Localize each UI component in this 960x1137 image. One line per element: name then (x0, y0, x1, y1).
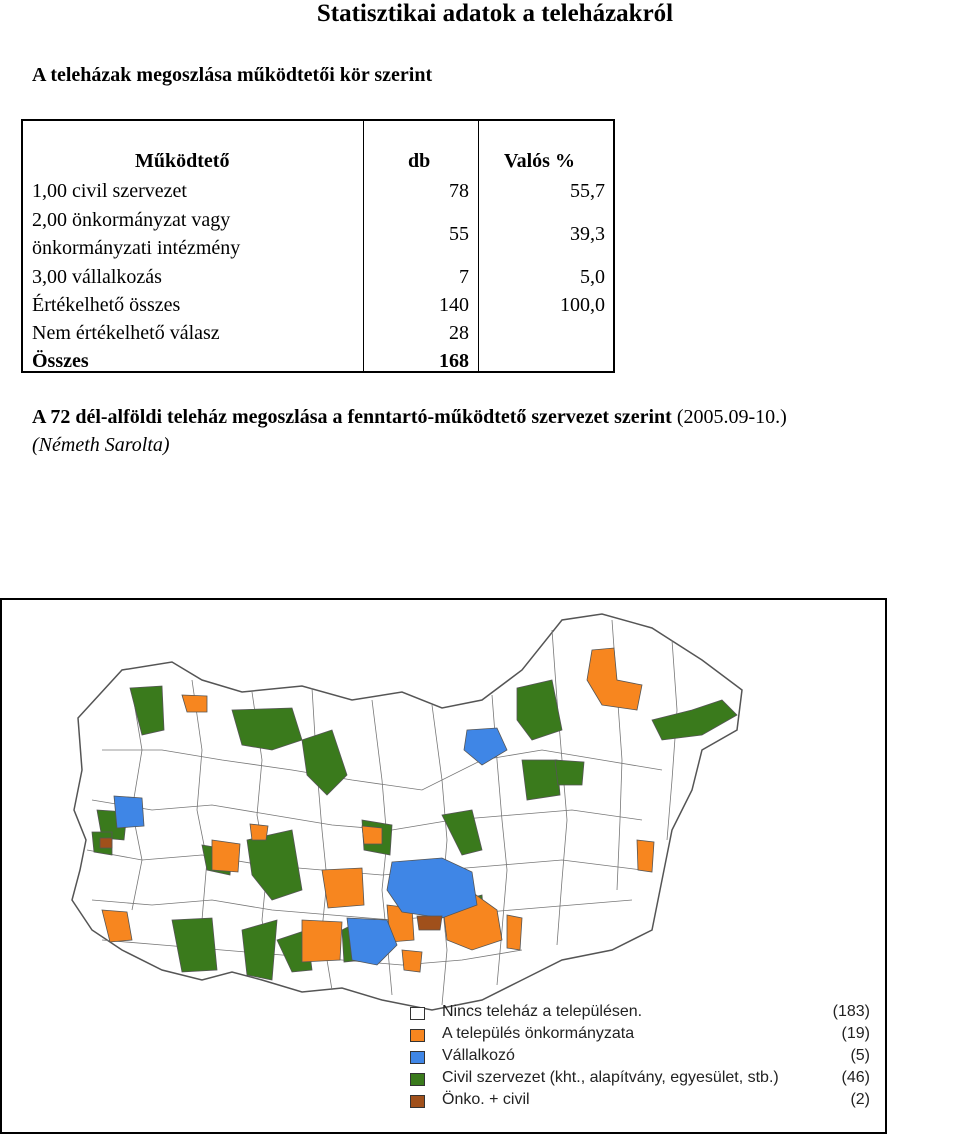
legend-label: Vállalkozó (442, 1047, 515, 1064)
map-caption-title: A 72 dél-alföldi teleház megoszlása a fenntartó-működtető szervezet szerint (32, 406, 672, 428)
legend-count: (2) (850, 1091, 870, 1108)
row-label: Értékelhető összes (32, 294, 181, 316)
legend-item (410, 1003, 870, 1025)
table-divider (363, 121, 364, 371)
row-db: 28 (449, 322, 469, 344)
row-label: 1,00 civil szervezet (32, 180, 187, 202)
row-pct: 39,3 (570, 223, 605, 245)
map-credit: (Németh Sarolta) (32, 434, 170, 456)
row-db: 55 (449, 223, 469, 245)
operators-table (21, 119, 615, 373)
row-db: 7 (459, 266, 469, 288)
legend-label: Civil szervezet (kht., alapítvány, egyesület, stb.) (442, 1069, 779, 1086)
row-db: 140 (439, 294, 469, 316)
legend-label: Nincs teleház a településen. (442, 1003, 643, 1020)
legend-item (410, 1025, 870, 1047)
region-map (0, 598, 887, 1134)
header-operator: Működtető (135, 150, 230, 172)
row-label: Nem értékelhető válasz (32, 322, 220, 344)
row-label: 3,00 vállalkozás (32, 266, 162, 288)
header-db: db (408, 150, 431, 172)
map-legend (410, 1003, 870, 1113)
row-pct: 5,0 (580, 266, 605, 288)
row-pct: 100,0 (560, 294, 605, 316)
legend-swatch-mixed (410, 1095, 425, 1108)
legend-swatch-none (410, 1007, 425, 1020)
row-label-continued: önkormányzati intézmény (32, 237, 241, 259)
legend-item (410, 1069, 870, 1091)
legend-swatch-enterprise (410, 1051, 425, 1064)
table-divider (478, 121, 479, 371)
legend-count: (19) (841, 1025, 870, 1042)
row-db-total: 168 (439, 350, 469, 372)
legend-item (410, 1091, 870, 1113)
legend-label: A település önkormányzata (442, 1025, 635, 1042)
document-title: Statisztikai adatok a teleházakról (316, 0, 674, 27)
section-heading: A teleházak megoszlása működtetői kör szerint (32, 64, 433, 86)
legend-label: Önko. + civil (442, 1091, 530, 1108)
map-caption (32, 406, 787, 429)
legend-count: (183) (832, 1003, 870, 1020)
row-db: 78 (449, 180, 469, 202)
row-pct: 55,7 (570, 180, 605, 202)
header-valid-percent: Valós % (504, 150, 575, 172)
row-label: 2,00 önkormányzat vagy (32, 209, 231, 231)
legend-count: (46) (841, 1069, 870, 1086)
map-caption-date: (2005.09-10.) (671, 406, 787, 428)
legend-count: (5) (850, 1047, 870, 1064)
legend-swatch-civil (410, 1073, 425, 1086)
legend-item (410, 1047, 870, 1069)
legend-swatch-municipality (410, 1029, 425, 1042)
row-label-total: Összes (32, 350, 89, 372)
